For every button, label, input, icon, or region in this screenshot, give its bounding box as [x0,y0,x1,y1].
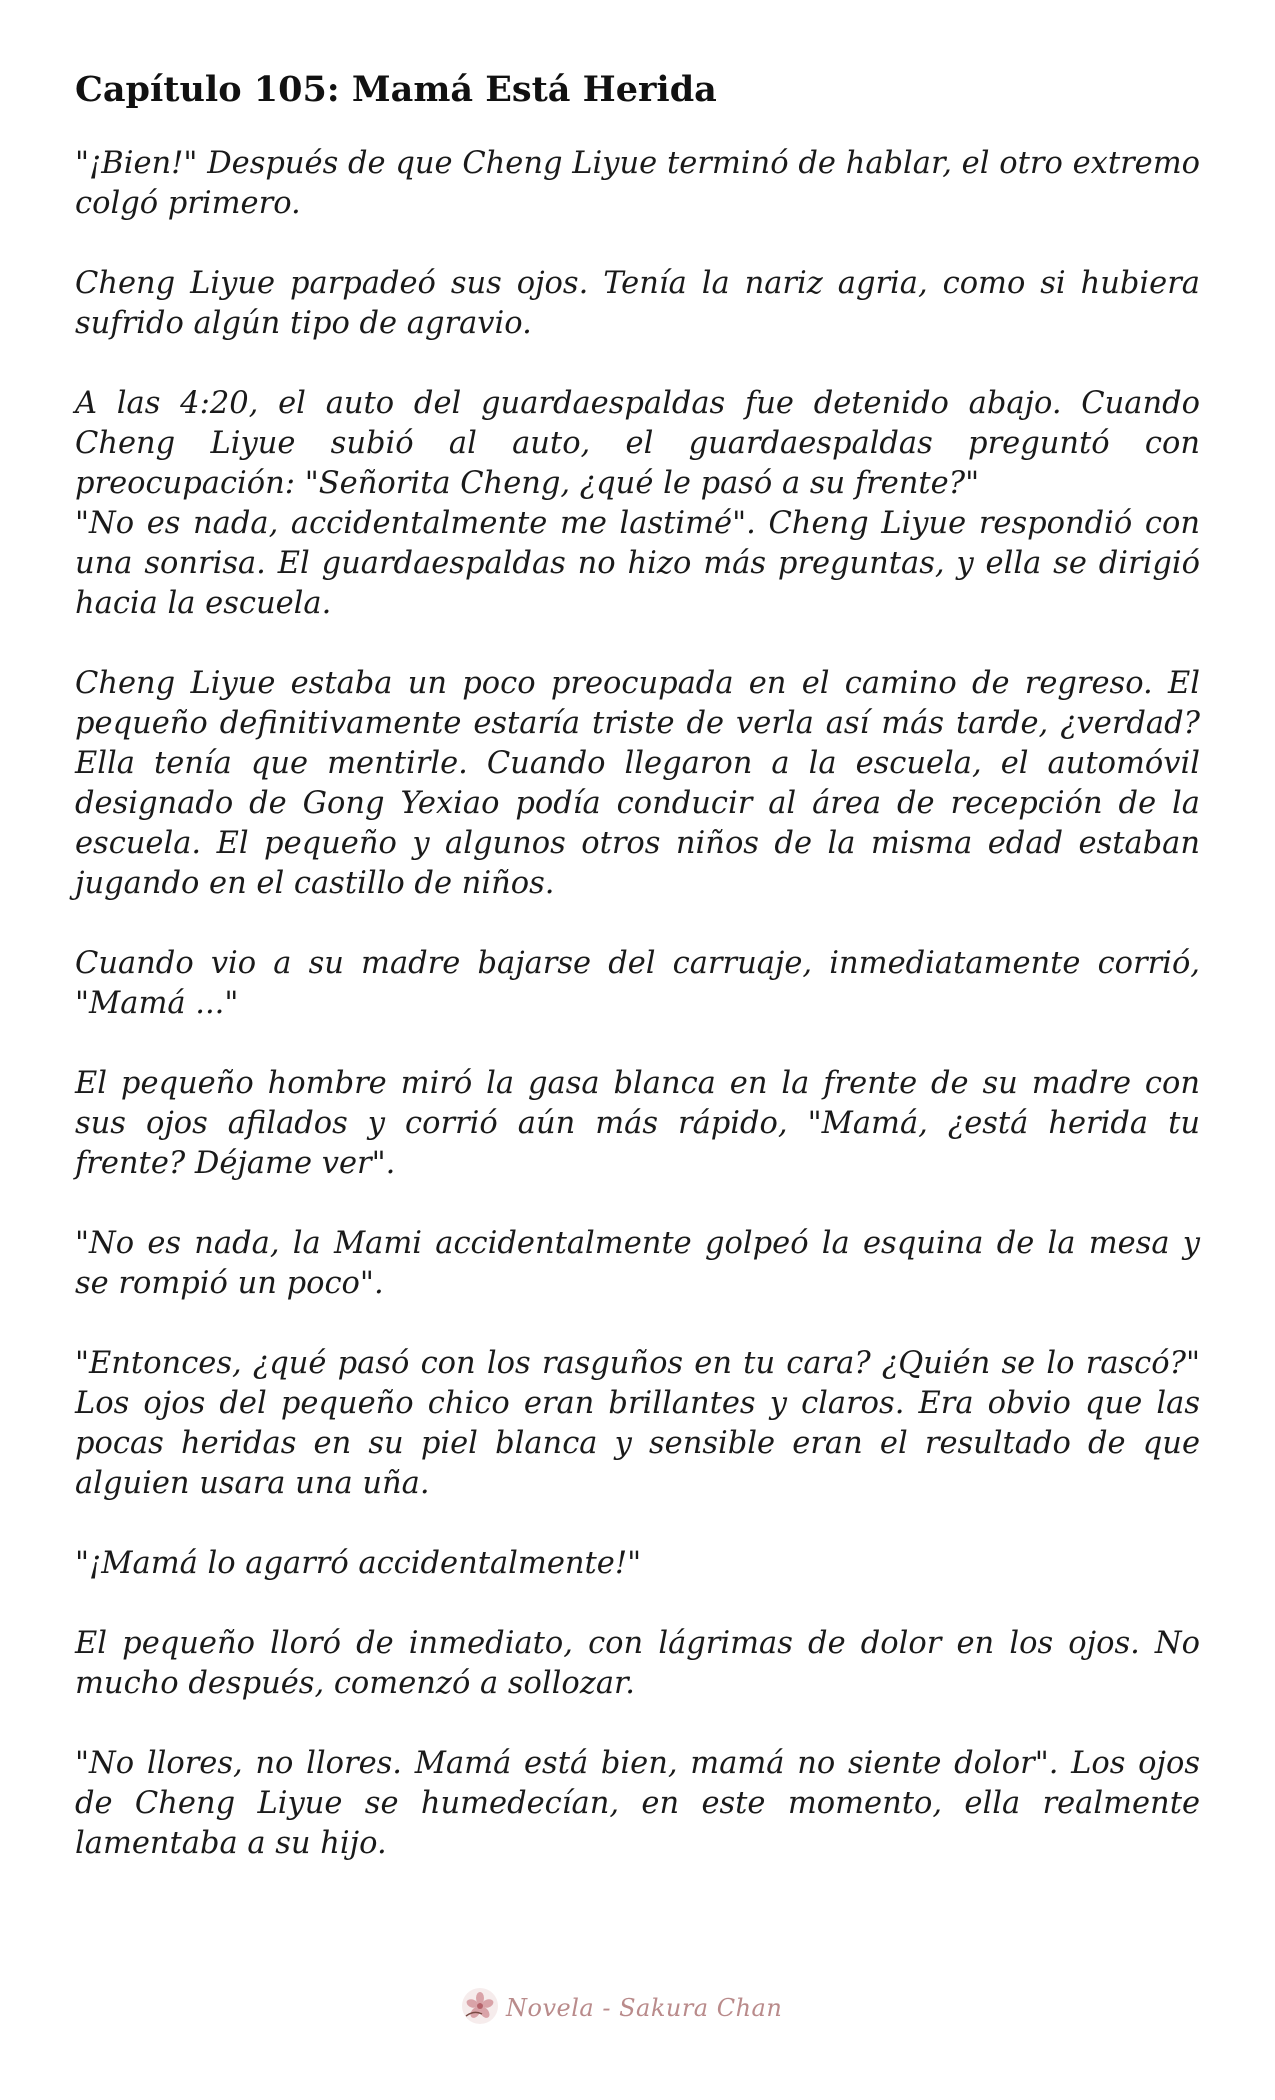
paragraph-line: A las 4:20, el auto del guardaespaldas fue detenido abajo. Cuando Cheng Liyue subió al auto, el guardaespaldas preguntó con preocupación: "Señorita Cheng, ¿qué le pasó a su frente?" [75,386,1200,501]
paragraph-line: El pequeño hombre miró la gasa blanca en la frente de su madre con sus ojos afilados y corrió aún más rápido, "Mamá, ¿está herida tu frente? Déjame ver". [75,1066,1200,1181]
paragraph-line: Cuando vio a su madre bajarse del carruaje, inmediatamente corrió, "Mamá ..." [75,946,1200,1021]
paragraph-line: "No llores, no llores. Mamá está bien, mamá no siente dolor". Los ojos de Cheng Liyue se humedecían, en este momento, ella realmente lamentaba a su hijo. [75,1746,1200,1861]
paragraph-4 [75,664,1200,904]
paragraph-line: El pequeño lloró de inmediato, con lágrimas de dolor en los ojos. No mucho después, comenzó a sollozar. [75,1626,1200,1701]
paragraph-11 [75,1744,1200,1864]
paragraph-7 [75,1224,1200,1304]
paragraph-line: "¡Mamá lo agarró accidentalmente!" [75,1546,642,1581]
paragraph-6 [75,1064,1200,1184]
paragraph-2 [75,264,1200,344]
chapter-page [75,70,1200,1904]
paragraph-3 [75,384,1200,624]
chapter-title: Capítulo 105: Mamá Está Herida [75,69,717,110]
paragraph-8 [75,1344,1200,1504]
sakura-blossom-icon [460,1986,500,2031]
paragraph-1 [75,144,1200,224]
watermark [460,1983,782,2033]
paragraph-line: "No es nada, accidentalmente me lastimé". Cheng Liyue respondió con una sonrisa. El guardaespaldas no hizo más preguntas, y ella se dirigió hacia la escuela. [75,506,1200,621]
paragraph-line: "¡Bien!" Después de que Cheng Liyue terminó de hablar, el otro extremo colgó primero. [75,146,1200,221]
paragraph-line: Cheng Liyue estaba un poco preocupada en el camino de regreso. El pequeño definitivamente estaría triste de verla así más tarde, ¿verdad? Ella tenía que mentirle. Cuando llegaron a la escuela, el automóvil designado de Gong Yexiao podía conducir al área de recepción de la escuela. El pequeño y algunos otros niños de la misma edad estaban jugando en el castillo de niños. [75,666,1200,901]
paragraph-10 [75,1624,1200,1704]
watermark-text: Novela - Sakura Chan [506,1994,783,2022]
paragraph-line: Cheng Liyue parpadeó sus ojos. Tenía la nariz agria, como si hubiera sufrido algún tipo de agravio. [75,266,1200,341]
paragraph-line: "No es nada, la Mami accidentalmente golpeó la esquina de la mesa y se rompió un poco". [75,1226,1200,1301]
paragraph-5 [75,944,1200,1024]
paragraph-line: "Entonces, ¿qué pasó con los rasguños en tu cara? ¿Quién se lo rascó?" Los ojos del pequeño chico eran brillantes y claros. Era obvio que las pocas heridas en su piel blanca y sensible eran el resultado de que alguien usara una uña. [75,1346,1200,1501]
paragraph-9 [75,1544,1200,1584]
